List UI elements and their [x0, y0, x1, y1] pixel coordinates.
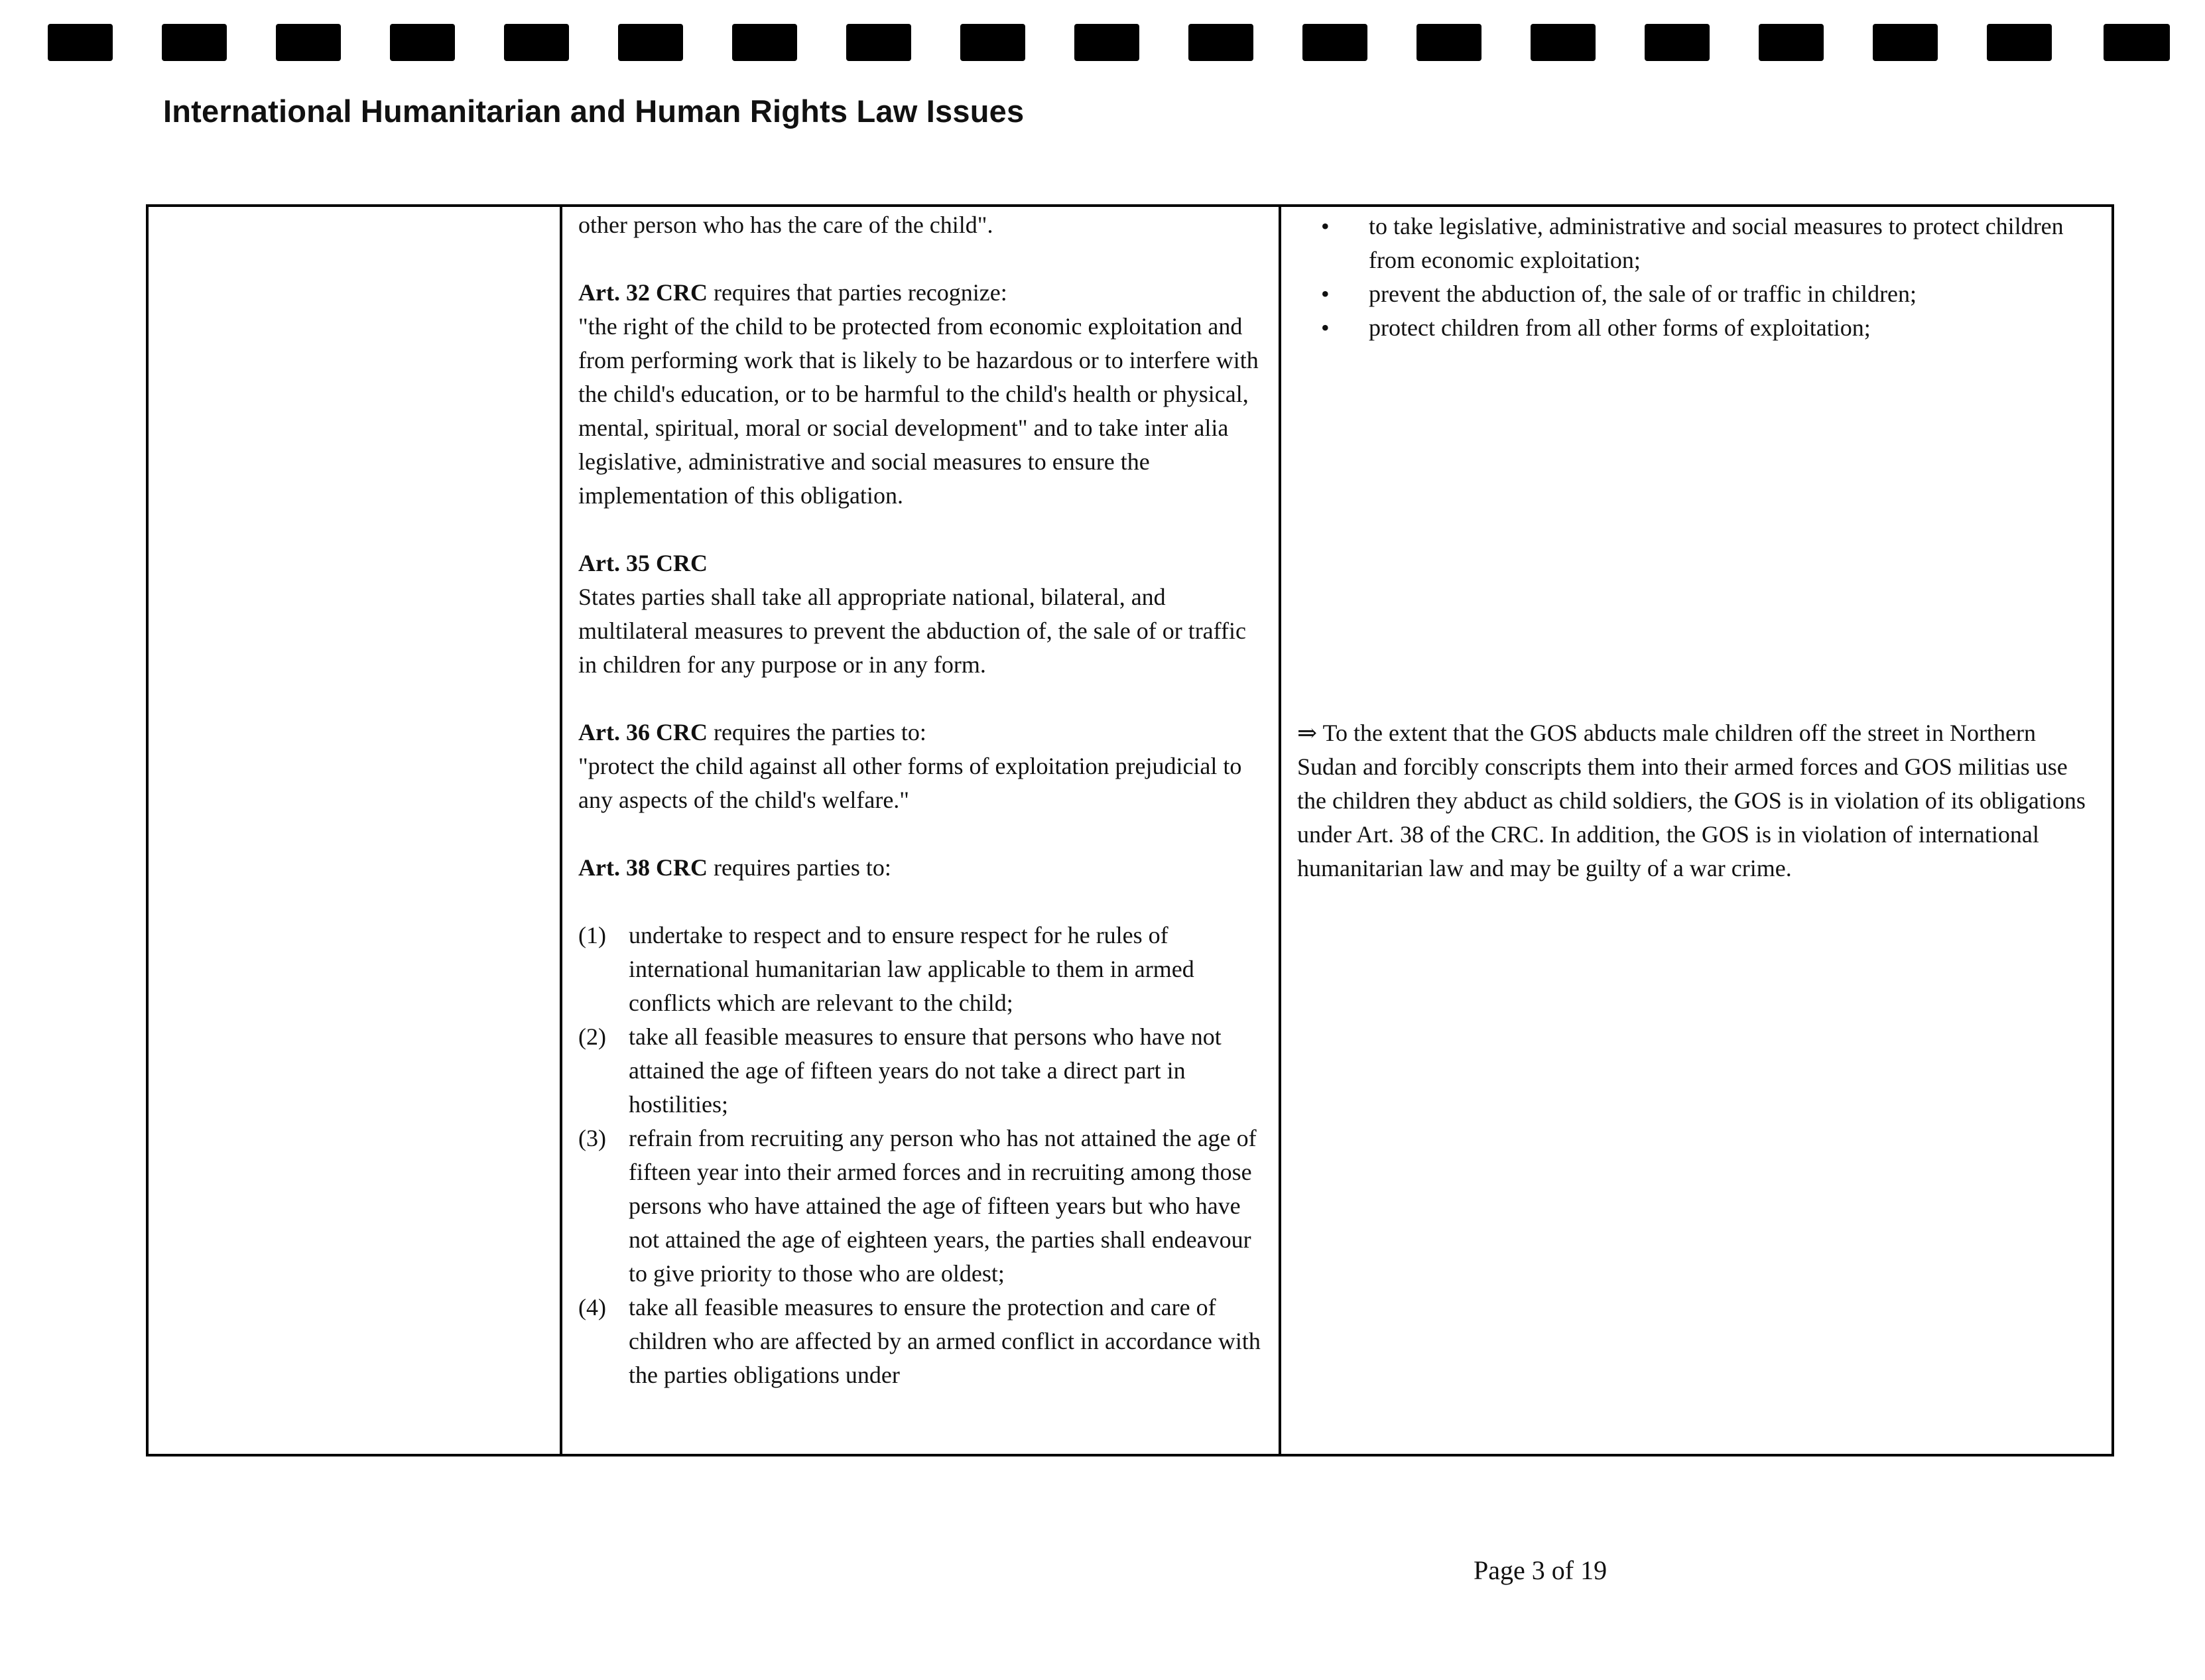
conclusion-paragraph: ⇒ To the extent that the GOS abducts male children off the street in Northern Sudan and forcibly conscripts them into their armed forces and GOS militias use the children they abduct as child soldiers, the GOS is in violation of its obligations under Art. 38 of the CRC. In addition, the GOS is in violation of international humanitarian law and may be guilty of a war crime. [1297, 720, 2086, 881]
header-bar [1987, 24, 2052, 61]
list-item [578, 1020, 1263, 1122]
header-bar [1531, 24, 1596, 61]
list-item-number: (3) [578, 1125, 606, 1151]
header-bar [1873, 24, 1938, 61]
list-item-number: (2) [578, 1023, 606, 1050]
header-black-bars [48, 24, 2176, 62]
header-bar [846, 24, 911, 61]
list-item-text: take all feasible measures to ensure the protection and care of children who are affected by an armed conflict in accordance with the parties obligations under [629, 1294, 1261, 1388]
list-item-text: undertake to respect and to ensure respect for he rules of international humanitarian law applicable to them in armed conflicts which are relevant to the child; [629, 922, 1194, 1016]
header-bar [1645, 24, 1710, 61]
header-bar [1188, 24, 1253, 61]
article-32-title: Art. 32 CRC [578, 279, 708, 306]
header-bar [1759, 24, 1824, 61]
article-32-block [578, 276, 1263, 513]
bullet-icon: • [1321, 213, 1330, 239]
article-38-title: Art. 38 CRC [578, 854, 708, 881]
article-38-heading [578, 851, 1263, 885]
list-item-text: take all feasible measures to ensure that persons who have not attained the age of fifteen years do not take a direct part in hostilities; [629, 1023, 1222, 1118]
article-35-body: States parties shall take all appropriate national, bilateral, and multilateral measures to prevent the abduction of, the sale of or traffic in children for any purpose or in any form. [578, 584, 1246, 678]
list-item-text: prevent the abduction of, the sale of or traffic in children; [1369, 281, 1917, 307]
article-32-lead: requires that parties recognize: [707, 279, 1007, 306]
article-38-lead: requires parties to: [707, 854, 891, 881]
header-bar [2104, 24, 2170, 61]
header-bar [1417, 24, 1481, 61]
header-bar [960, 24, 1025, 61]
analysis-column [1281, 204, 2114, 885]
article-36-lead: requires the parties to: [707, 719, 926, 745]
continued-text: other person who has the care of the child". [578, 212, 993, 238]
list-item [1297, 311, 2098, 345]
header-bar [48, 24, 113, 61]
header-bar [1074, 24, 1139, 61]
article-35-title: Art. 35 CRC [578, 550, 708, 576]
article-36-body: "protect the child against all other forms of exploitation prejudicial to any aspects of the child's welfare." [578, 753, 1242, 813]
list-item-number: (1) [578, 922, 606, 948]
list-item [578, 1291, 1263, 1392]
article-36-title: Art. 36 CRC [578, 719, 708, 745]
list-item-number: (4) [578, 1294, 606, 1321]
header-bar [504, 24, 569, 61]
provisions-column [562, 204, 1279, 1392]
article-38-list [578, 919, 1263, 1392]
obligations-list [1297, 210, 2098, 345]
bullet-icon: • [1321, 281, 1330, 307]
list-item [1297, 277, 2098, 311]
list-item-text: to take legislative, administrative and social measures to protect children from economic exploitation; [1369, 213, 2064, 273]
article-36-block [578, 716, 1263, 817]
list-item-text: refrain from recruiting any person who has not attained the age of fifteen year into their armed forces and in recruiting among those persons who have attained the age of fifteen years but who have not attained the age of eighteen years, the parties shall endeavour to give priority to those who are oldest; [629, 1125, 1257, 1287]
header-bar [732, 24, 797, 61]
list-item [1297, 210, 2098, 277]
header-bar [1302, 24, 1367, 61]
header-bar [618, 24, 683, 61]
list-item [578, 919, 1263, 1020]
header-bar [162, 24, 227, 61]
bullet-icon: • [1321, 314, 1330, 341]
list-item [578, 1122, 1263, 1291]
header-bar [276, 24, 341, 61]
list-item-text: protect children from all other forms of exploitation; [1369, 314, 1871, 341]
article-32-body: "the right of the child to be protected from economic exploitation and from performing work that is likely to be hazardous or to interfere with the child's education, or to be harmful to the child's health or physical, mental, spiritual, moral or social development" and to take inter alia legislative, administrative and social measures to ensure the implementation of this obligation. [578, 313, 1259, 509]
page-number: Page 3 of 19 [1474, 1555, 1607, 1585]
article-35-block [578, 547, 1263, 682]
page-title: International Humanitarian and Human Rights Law Issues [163, 94, 1025, 129]
header-bar [390, 24, 455, 61]
